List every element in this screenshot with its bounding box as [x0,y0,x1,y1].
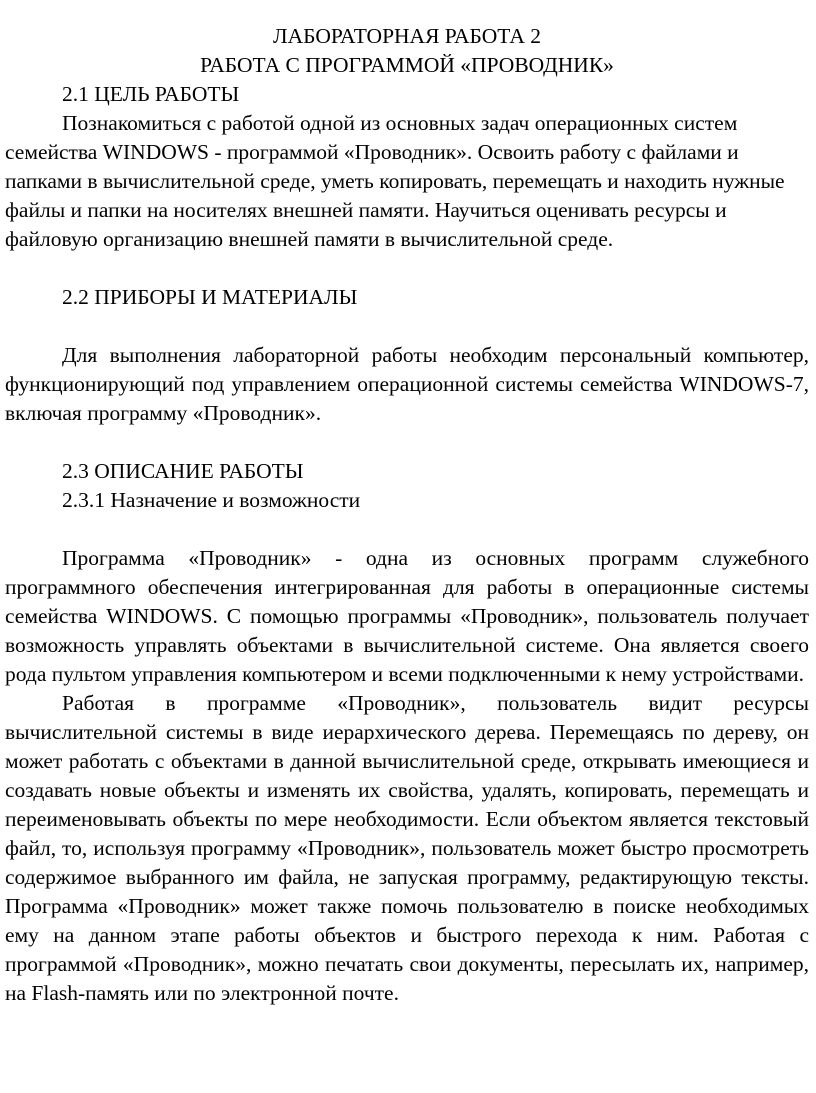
section-2-2-paragraph: Для выполнения лабораторной работы необходим персональный компьютер, функционирующий под управлением операционной системы семейства WINDOWS-7, включая программу «Проводник». [5,343,809,425]
section-2-3-paragraph-2: Работая в программе «Проводник», пользователь видит ресурсы вычислительной системы в виде иерархического дерева. Перемещаясь по дереву, он может работать с объектами в данной вычислительной среде, открывать имеющиеся и создавать новые объекты и изменять их свойства, удалять, копировать, перемещать и переименовывать объекты по мере необходимости. Если объектом является текстовый файл, то, используя программу «Проводник», пользователь может быстро просмотреть содержимое выбранного им файла, не запуская программу, редактирующую тексты. Программа «Проводник» может также помочь пользователю в поиске необходимых ему на данном этапе работы объектов и быстрого перехода к ним. Работая с программой «Проводник», можно печатать свои документы, пересылать их, например, на Flash-память или по электронной почте. [5,691,809,1005]
section-2-2-heading: 2.2 ПРИБОРЫ И МАТЕРИАЛЫ [62,285,358,309]
document-title-line-1: ЛАБОРАТОРНАЯ РАБОТА 2 [273,24,541,48]
section-2-3-1-heading: 2.3.1 Назначение и возможности [62,488,361,512]
spacer [5,254,809,283]
spacer [5,515,809,544]
section-2-3-paragraph-1: Программа «Проводник» - одна из основных программ служебного программного обеспечения интегрированная для работы в операционные системы семейства WINDOWS. С помощью программы «Проводник», пользователь получает возможность управлять объектами в вычислительной системе. Она является своего рода пультом управления компьютером и всеми подключенными к нему устройствами. [5,546,809,686]
document-title-line-2: РАБОТА С ПРОГРАММОЙ «ПРОВОДНИК» [200,53,614,77]
section-2-3-heading: 2.3 ОПИСАНИЕ РАБОТЫ [62,459,304,483]
section-2-1-paragraph: Познакомиться с работой одной из основных задач операционных систем семейства WINDOWS - программой «Проводник». Освоить работу с файлами и папками в вычислительной среде, уметь копировать, перемещать и находить нужные файлы и папки на носителях внешней памяти. Научиться оценивать ресурсы и файловую организацию внешней памяти в вычислительной среде. [5,111,785,251]
spacer [5,312,809,341]
section-2-1-heading: 2.1 ЦЕЛЬ РАБОТЫ [62,82,240,106]
spacer [5,428,809,457]
